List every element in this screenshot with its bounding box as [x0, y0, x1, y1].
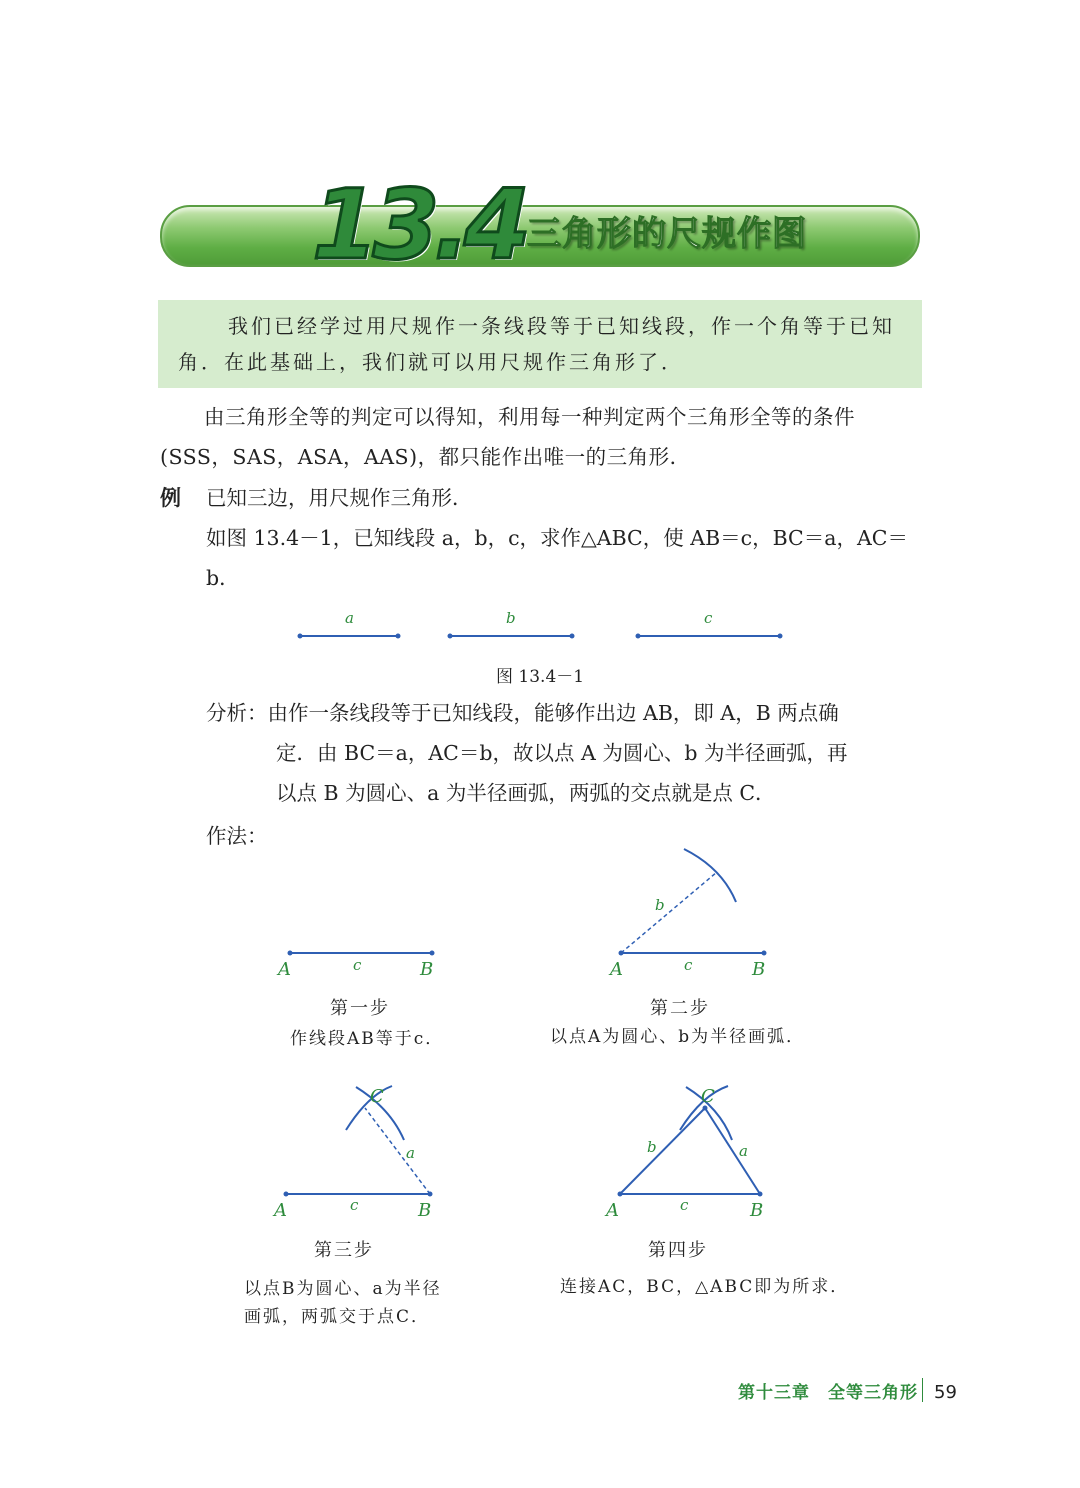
segment-c: [636, 609, 783, 639]
example-label: 例: [160, 485, 181, 510]
step4-desc: 连接AC，BC，△ABC即为所求．: [560, 1277, 850, 1297]
point-C-label: C: [370, 1086, 384, 1107]
side-c-label: c: [680, 1196, 689, 1214]
section-number: 13.4: [312, 169, 525, 281]
point-A-label: A: [274, 1200, 287, 1221]
figure-caption: 图 13.4－1: [496, 667, 585, 687]
analysis-line-3: 以点 B 为圆心、a 为半径画弧，两弧的交点就是点 C．: [276, 781, 776, 805]
segment-b: [448, 609, 575, 639]
side-a-label: a: [739, 1142, 748, 1160]
point-B-label: B: [420, 959, 434, 980]
step3-figure: [268, 1080, 458, 1225]
point-B-label: B: [750, 1200, 764, 1221]
point-A-label: A: [610, 959, 623, 980]
section-title: 三角形的尺规作图: [527, 214, 807, 254]
segment-c-label: c: [704, 609, 713, 627]
point-B-label: B: [752, 959, 766, 980]
analysis-label: 分析：: [206, 701, 268, 725]
point-A-label: A: [278, 959, 291, 980]
footer-divider: [922, 1378, 923, 1402]
footer-chapter: 第十三章 全等三角形: [738, 1383, 918, 1403]
intro-box: [158, 300, 922, 388]
segment-a-label: a: [345, 609, 354, 627]
point-A-label: A: [606, 1200, 619, 1221]
side-b-label: b: [647, 1138, 657, 1156]
example-text: 已知三边，用尺规作三角形．: [206, 486, 473, 510]
side-c-label: c: [353, 956, 362, 974]
step3-desc-line1: 以点B为圆心、a为半径: [244, 1279, 442, 1299]
step1-figure: [268, 930, 458, 985]
analysis: [206, 693, 922, 813]
page-number: 59: [934, 1382, 957, 1403]
point-B-label: B: [418, 1200, 432, 1221]
step2-title: 第二步: [650, 998, 710, 1019]
analysis-line-2: 定．由 BC＝a，AC＝b，故以点 A 为圆心、b 为半径画弧，再: [276, 741, 848, 765]
step2-figure: [600, 840, 790, 990]
step4-title: 第四步: [648, 1240, 708, 1261]
segment-b-label: b: [506, 609, 516, 627]
side-a-label: a: [406, 1144, 415, 1162]
side-c-label: c: [350, 1196, 359, 1214]
step2-desc: 以点A为圆心、b为半径画弧．: [550, 1027, 806, 1047]
side-c-label: c: [684, 956, 693, 974]
example-description: 如图 13.4－1，已知线段 a，b，c，求作△ABC，使 AB＝c，BC＝a，AC＝b．: [206, 526, 908, 590]
intro-text: 我们已经学过用尺规作一条线段等于已知线段，作一个角等于已知角．在此基础上，我们就可以用尺规作三角形了．: [178, 314, 895, 374]
step1-title: 第一步: [330, 998, 390, 1019]
method-label: 作法：: [206, 824, 268, 848]
analysis-line-1: 分析：由作一条线段等于已知线段，能够作出边 AB，即 A，B 两点确: [206, 701, 839, 725]
step1-desc: 作线段AB等于c．: [290, 1029, 445, 1049]
step3-desc-line2: 画弧，两弧交于点C．: [244, 1307, 431, 1327]
point-C-label: C: [701, 1086, 715, 1107]
step3-title: 第三步: [314, 1240, 374, 1261]
segment-a: [298, 609, 401, 639]
body-paragraph: 由三角形全等的判定可以得知，利用每一种判定两个三角形全等的条件(SSS，SAS，ASA，AAS)，都只能作出唯一的三角形．: [160, 405, 855, 469]
side-b-label: b: [655, 896, 665, 914]
step4-figure: [600, 1080, 790, 1225]
